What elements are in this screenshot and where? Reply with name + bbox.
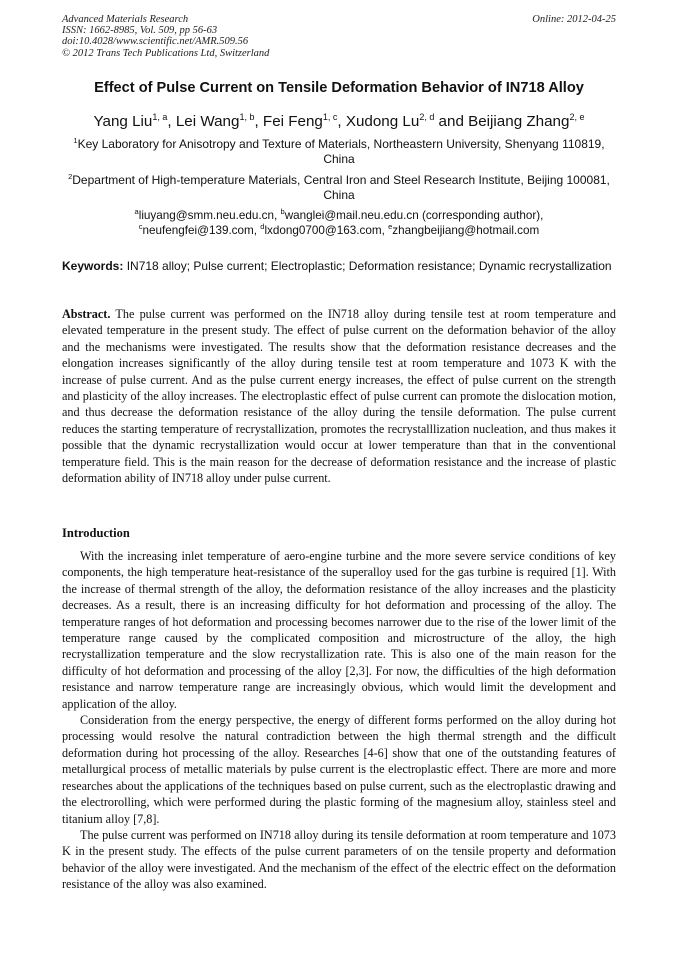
author: Xudong Lu$^{2, d}$ and xyxy=(345,112,469,130)
email-link[interactable]: lxdong0700@163.com, xyxy=(264,224,389,237)
issn-line: ISSN: 1662-8985, Vol. 509, pp 56-63 xyxy=(62,25,218,37)
online-date: Online: 2012-04-25 xyxy=(532,14,616,25)
email-link[interactable]: neufengfei@139.com, xyxy=(142,224,261,237)
paper-title: Effect of Pulse Current on Tensile Deformation Behavior of IN718 Alloy xyxy=(94,80,584,96)
introduction-body xyxy=(62,548,616,893)
author: Fei Feng$^{1, c}$, xyxy=(262,112,346,130)
email-link[interactable]: liuyang@smm.neu.edu.cn, xyxy=(138,209,281,222)
abstract xyxy=(62,306,616,486)
author-emails: $^a$liuyang@smm.neu.edu.cn, $^b$wanglei@mail.neu.edu.cn (corresponding author), $^c$neufengfei@139.com, $^d$lxdong0700@163.com, $^e$zhangbeijiang@hotmail.com xyxy=(134,207,544,237)
paragraph: The pulse current was performed on IN718 alloy during its tensile deformation at room temperature and 1073 K in the present study. The effects of the pulse current parameters of on the tensile property and deformation behavior of the alloy were investigated. And the mechanism of the effect of the electric effect on the deformation resistance of the alloy was also examined. xyxy=(62,827,616,892)
affiliation-2: $^2$Department of High-temperature Materials, Central Iron and Steel Research Institute, Beijing 100081, China xyxy=(68,172,610,203)
author: Beijiang Zhang$^{2, e}$ xyxy=(468,112,585,130)
email-link[interactable]: zhangbeijiang@hotmail.com xyxy=(392,224,540,237)
keywords xyxy=(62,259,616,275)
abstract-label: Abstract. xyxy=(62,307,111,321)
section-heading-introduction: Introduction xyxy=(62,526,130,540)
journal-header xyxy=(62,14,616,59)
author: Lei Wang$^{1, b}$, xyxy=(175,112,263,130)
keywords-text: IN718 alloy; Pulse current; Electroplastic; Deformation resistance; Dynamic recrystallization xyxy=(123,259,612,273)
copyright-line: © 2012 Trans Tech Publications Ltd, Switzerland xyxy=(62,47,270,59)
abstract-text: The pulse current was performed on the IN718 alloy during tensile test at room temperature and elevated temperature in the present study. The effect of pulse current on the deformation behavior of the alloy and the mechanisms were investigated. The results show that the deformation resistance decreases and the elongation increases significantly of the alloy during tensile test at room temperature and 1073 K with the increase of pulse current. And as the pulse current energy increases, the effect of pulse current on the strength and plasticity of the alloy increases. The electroplastic effect of pulse current can promote the dislocation motion, and thus decrease the deformation resistance of the alloy during the tensile deformation. The pulse current reduces the starting temperature of recrystallization, promotes the recrystalllization nucleation, and thus makes it possible that the dynamic recrystallization would occur at lower temperature than that in the conventional temperature field. This is the main reason for the decrease of deformation resistance and the increase of plastic deformation ability of IN718 alloy under pulse current. xyxy=(62,307,616,486)
author: Yang Liu$^{1, a}$, xyxy=(93,112,176,130)
author-list xyxy=(40,112,638,132)
email-link[interactable]: wanglei@mail.neu.edu.cn (corresponding author), xyxy=(284,209,544,222)
affiliation-1: $^1$Key Laboratory for Anisotropy and Texture of Materials, Northeastern University, Shenyang 110819, China xyxy=(73,136,605,167)
paragraph: With the increasing inlet temperature of aero-engine turbine and the more severe service conditions of key components, the high temperature heat-resistance of the superalloy used for the gas turbine is required [1]. With the increase of thermal strength of the alloy, the deformation resistance of the alloy increases and the plasticity decreases. As a result, there is an increasing difficulty for hot deformation and processing of the alloy. The temperature ranges of hot deformation and processing becomes narrower due to the rise of the lower limit of the temperature range caused by the complicated composition and microstructure of the alloy, the high recrystallization temperature and the slow recrystallization rate. This is also one of the main reason for the difficulty of hot deformation and processing of the alloy [2,3]. For now, the difficulties of the high deformation resistance and narrow temperature range are increasingly obvious, which would limit the development and application of the alloy. xyxy=(62,549,616,711)
paragraph: Consideration from the energy perspective, the energy of different forms performed on the alloy during hot processing would resolve the natural contradiction between the high thermal strength and the difficult deformation during hot processing of the alloy. Researches [4-6] show that one of the outstanding features of metallurgical process of metallic materials by pulse current is the electroplastic effect. There are more and more researches about the applications of the techniques based on pulse current, such as the electroplastic drawing and the electrorolling, which were performed during the plastic forming of the magnesium alloy, stainless steel and titanium alloy [7,8]. xyxy=(62,713,616,826)
doi-line: doi:10.4028/www.scientific.net/AMR.509.56 xyxy=(62,36,249,48)
keywords-label: Keywords: xyxy=(62,259,124,273)
journal-name: Advanced Materials Research xyxy=(62,14,189,25)
